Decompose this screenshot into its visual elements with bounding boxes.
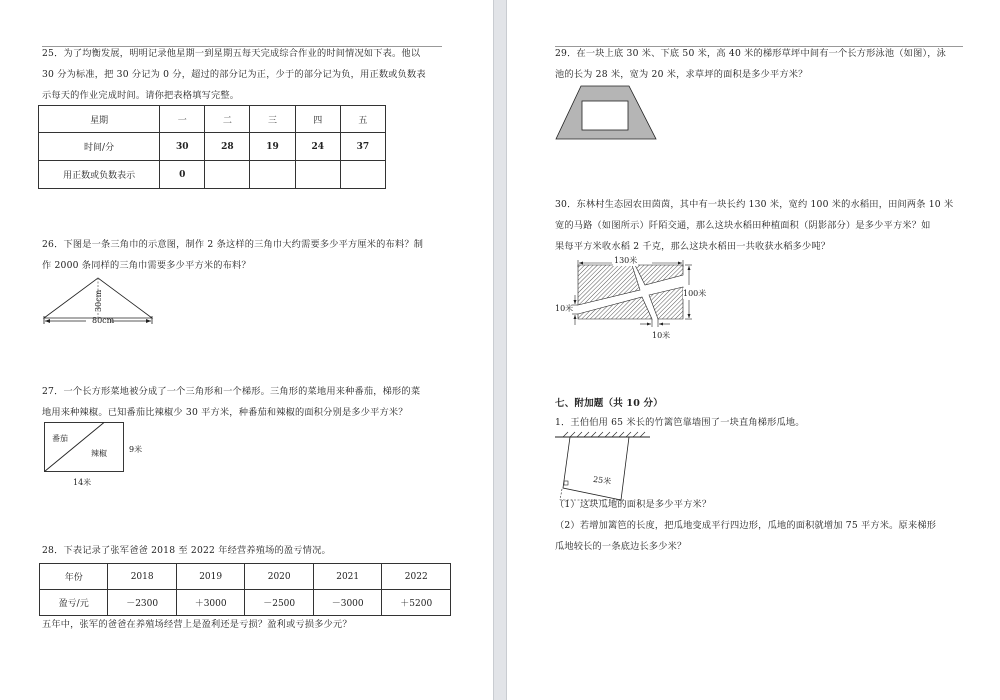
q28-table <box>39 563 451 616</box>
cell: 2021 <box>313 564 382 590</box>
answer-cell[interactable] <box>295 161 340 189</box>
cell: －2300 <box>108 590 177 616</box>
q25-header-row <box>39 106 386 133</box>
cell: 2022 <box>382 564 451 590</box>
q26-line-2: 作 2000 条同样的三角巾需要多少平方米的布料？ <box>42 260 251 271</box>
q28-profit-row <box>40 590 451 616</box>
pepper-label: 辣椒 <box>91 449 107 458</box>
sub-question-1: （1）这块瓜地的面积是多少平方米？ <box>555 499 712 510</box>
question-28 <box>42 540 452 561</box>
cell: 37 <box>340 133 385 161</box>
cell: 0 <box>160 161 205 189</box>
width-14m-label: 14米 <box>73 478 92 487</box>
cell: 四 <box>295 106 340 133</box>
q30-line-2: 宽的马路（如图所示）阡陌交通，那么这块水稻田种植面积（阴影部分）是多少平方米？如 <box>555 220 931 231</box>
page-gutter <box>493 0 507 700</box>
cell: 时间/分 <box>39 133 160 161</box>
q29-line-1: 29．在一块上底 30 米、下底 50 米，高 40 米的梯形草坪中间有一个长方形泳池（如图），泳 <box>555 48 947 59</box>
sub-question-2-line-2: 瓜地较长的一条底边长多少米？ <box>555 541 687 552</box>
bonus-q1-text: 1．王伯伯用 65 米长的竹篱笆靠墙围了一块直角梯形瓜地。 <box>555 417 805 428</box>
answer-cell[interactable] <box>250 161 295 189</box>
length-130m-label: 130米 <box>614 256 638 265</box>
road-width-bottom-label: 10米 <box>652 331 671 340</box>
cell: 24 <box>295 133 340 161</box>
cell: 用正数或负数表示 <box>39 161 160 189</box>
question-25 <box>42 43 452 106</box>
cell: 星期 <box>39 106 160 133</box>
cell: 年份 <box>40 564 108 590</box>
height-label: 30cm <box>94 289 103 312</box>
width-100m-label: 100米 <box>683 289 707 298</box>
q29-line-2: 池的长为 28 米，宽为 20 米，求草坪的面积是多少平方米？ <box>555 69 808 80</box>
cell: ＋3000 <box>176 590 245 616</box>
q25-signed-row <box>39 161 386 189</box>
bonus-q1-subquestions <box>555 494 975 557</box>
melon-field-figure <box>555 432 655 502</box>
cell: 19 <box>250 133 295 161</box>
q30-line-3: 果每平方米收水稻 2 千克，那么这块水稻田一共收获水稻多少吨？ <box>555 241 831 252</box>
tomato-label: 番茄 <box>52 434 68 443</box>
q28-line-1: 28．下表记录了张军爸爸 2018 至 2022 年经营养殖场的盈亏情况。 <box>42 545 331 556</box>
height-9m-label: 9米 <box>129 445 143 454</box>
cell: ＋5200 <box>382 590 451 616</box>
section-7-title: 七、附加题（共 10 分） <box>555 398 663 409</box>
q28-question-text: 五年中，张军的爸爸在养殖场经营上是盈利还是亏损？盈利或亏损多少元？ <box>42 619 352 630</box>
q25-line-1: 25．为了均衡发展，明明记录他星期一到星期五每天完成综合作业的时间情况如下表。他以 <box>42 48 421 59</box>
cell: 2020 <box>245 564 314 590</box>
cell: 盈亏/元 <box>40 590 108 616</box>
cell: 2019 <box>176 564 245 590</box>
q25-line-2: 30 分为标准，把 30 分记为 0 分，超过的部分记为正，少于的部分记为负，用正数或负数表 <box>42 69 426 80</box>
cell: －3000 <box>313 590 382 616</box>
rice-field-figure <box>552 255 692 340</box>
question-26 <box>42 234 452 276</box>
left-page <box>0 0 493 700</box>
question-27 <box>42 381 452 423</box>
length-25m-label: 25米 <box>592 474 612 487</box>
sub-question-2-line-1: （2）若增加篱笆的长度，把瓜地变成平行四边形，瓜地的面积就增加 75 平方米。原来梯形 <box>555 520 937 531</box>
bonus-question-1 <box>555 412 975 433</box>
cell: 三 <box>250 106 295 133</box>
cell: 2018 <box>108 564 177 590</box>
q25-line-3: 示每天的作业完成时间。请你把表格填写完整。 <box>42 90 240 101</box>
answer-cell[interactable] <box>205 161 250 189</box>
cell: 28 <box>205 133 250 161</box>
q28-header-row <box>40 564 451 590</box>
answer-cell[interactable] <box>340 161 385 189</box>
road-width-left-label: 10米 <box>555 304 574 313</box>
cell: 五 <box>340 106 385 133</box>
q25-time-row <box>39 133 386 161</box>
q28-question <box>42 614 452 635</box>
base-label: 80cm <box>92 316 115 325</box>
cell: 二 <box>205 106 250 133</box>
cell: －2500 <box>245 590 314 616</box>
q27-line-1: 27．一个长方形菜地被分成了一个三角形和一个梯形。三角形的菜地用来种番茄，梯形的菜 <box>42 386 421 397</box>
q27-line-2: 地用来种辣椒。已知番茄比辣椒少 30 平方米，种番茄和辣椒的面积分别是多少平方米？ <box>42 407 408 418</box>
question-29 <box>555 43 975 85</box>
question-30 <box>555 194 975 257</box>
q25-table <box>38 105 386 189</box>
q26-line-1: 26．下图是一条三角巾的示意图，制作 2 条这样的三角巾大约需要多少平方厘米的布料？制 <box>42 239 424 250</box>
cell: 一 <box>160 106 205 133</box>
q30-line-1: 30．东林村生态园农田茵茵，其中有一块长约 130 米，宽约 100 米的水稻田，田间两条 10 米 <box>555 199 954 210</box>
trapezoid-lawn-figure <box>555 85 659 141</box>
right-page <box>507 0 1000 700</box>
vegetable-field-figure <box>44 422 126 474</box>
cell: 30 <box>160 133 205 161</box>
